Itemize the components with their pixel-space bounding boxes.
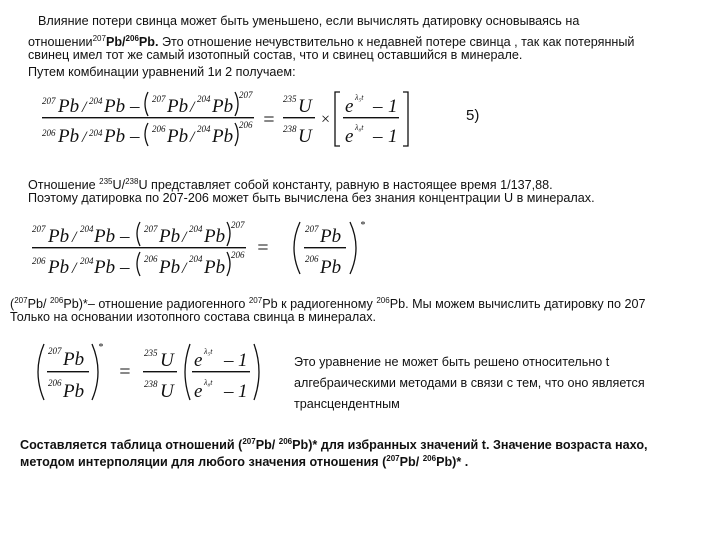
para1-line1: Влияние потери свинца может быть уменьшено, если вычислять датировку основываясь на xyxy=(38,14,580,28)
svg-text:/: / xyxy=(190,99,195,116)
svg-text:206: 206 xyxy=(48,378,62,388)
svg-text:e: e xyxy=(345,96,354,117)
svg-text:/: / xyxy=(82,129,87,146)
svg-text:1: 1 xyxy=(388,96,398,117)
svg-text:Pb: Pb xyxy=(167,126,189,147)
svg-text:Pb: Pb xyxy=(48,257,70,278)
svg-text:206: 206 xyxy=(231,250,245,260)
svg-text:Pb: Pb xyxy=(104,96,126,117)
equation-6 xyxy=(30,218,370,278)
equation-5-label: 5) xyxy=(466,107,480,124)
svg-text:204: 204 xyxy=(80,224,94,234)
svg-text:–: – xyxy=(120,257,130,278)
svg-text:Pb: Pb xyxy=(104,126,126,147)
svg-text:Pb: Pb xyxy=(212,96,234,117)
svg-text:207: 207 xyxy=(32,224,46,234)
svg-text:207: 207 xyxy=(42,96,56,106)
svg-text:U: U xyxy=(298,126,312,147)
svg-text:206: 206 xyxy=(305,254,319,264)
svg-text:–: – xyxy=(130,96,140,117)
svg-text:/: / xyxy=(72,260,77,277)
para5-line1: Составляется таблица отношений ($^{207}$Pb/ $^{206}$Pb)* для избранных значений t. Значение возраста нахо, xyxy=(20,437,648,452)
svg-text:/: / xyxy=(82,99,87,116)
svg-text:Pb: Pb xyxy=(159,226,181,247)
svg-text:λ₈t: λ₈t xyxy=(355,123,364,132)
svg-text:207: 207 xyxy=(231,220,245,230)
svg-text:λ₅t: λ₅t xyxy=(204,347,213,356)
svg-text:–: – xyxy=(373,126,383,147)
svg-text:206: 206 xyxy=(32,256,46,266)
svg-text:U: U xyxy=(298,96,312,117)
svg-text:206: 206 xyxy=(239,120,253,130)
equation-5 xyxy=(40,86,410,148)
equation-7-graphic xyxy=(32,340,277,406)
svg-text:/: / xyxy=(182,229,187,246)
svg-text:Pb: Pb xyxy=(320,257,342,278)
svg-text:Pb: Pb xyxy=(48,226,70,247)
svg-text:λ₈t: λ₈t xyxy=(204,378,213,387)
para2-line1: Отношение $^{235}$U/$^{238}$U представляет собой константу, равную в настоящее время 1/137,88. xyxy=(28,177,553,192)
svg-text:e: e xyxy=(194,350,203,371)
svg-text:207: 207 xyxy=(144,224,158,234)
svg-text:207: 207 xyxy=(48,346,62,356)
svg-text:238: 238 xyxy=(283,124,297,134)
svg-text:=: = xyxy=(262,109,276,131)
svg-text:Pb: Pb xyxy=(58,96,80,117)
svg-text:λ₅t: λ₅t xyxy=(355,93,364,102)
svg-text:e: e xyxy=(345,126,354,147)
svg-text:204: 204 xyxy=(80,256,94,266)
svg-text:Pb: Pb xyxy=(58,126,80,147)
svg-text:–: – xyxy=(373,96,383,117)
svg-text:204: 204 xyxy=(189,224,203,234)
svg-text:206: 206 xyxy=(144,254,158,264)
svg-text:*: * xyxy=(98,342,103,353)
svg-text:/: / xyxy=(182,260,187,277)
svg-text:207: 207 xyxy=(152,94,166,104)
para2-line2: Поэтому датировка по 207-206 может быть вычислена без знания концентрации U в минералах. xyxy=(28,191,595,205)
svg-text:*: * xyxy=(360,220,365,231)
svg-text:–: – xyxy=(130,126,140,147)
svg-text:Pb: Pb xyxy=(159,257,181,278)
svg-text:–: – xyxy=(224,350,234,371)
equation-7 xyxy=(32,340,277,406)
svg-text:1: 1 xyxy=(388,126,398,147)
svg-text:204: 204 xyxy=(197,94,211,104)
svg-text:206: 206 xyxy=(42,128,56,138)
para4-line2: алгебраическими методами в связи с тем, что оно является xyxy=(294,376,645,390)
svg-text:235: 235 xyxy=(144,348,158,358)
svg-text:=: = xyxy=(118,361,132,383)
para3-line2: Только на основании изотопного состава свинца в минералах. xyxy=(10,310,377,324)
svg-text:Pb: Pb xyxy=(320,226,342,247)
para1-line4: Путем комбинации уравнений 1и 2 получаем: xyxy=(28,65,296,79)
svg-text:207: 207 xyxy=(239,90,253,100)
svg-text:207: 207 xyxy=(305,224,319,234)
svg-text:/: / xyxy=(190,129,195,146)
svg-text:e: e xyxy=(194,381,203,402)
svg-text:204: 204 xyxy=(197,124,211,134)
svg-text:Pb: Pb xyxy=(167,96,189,117)
svg-text:Pb: Pb xyxy=(212,126,234,147)
equation-6-graphic xyxy=(30,218,370,278)
svg-text:U: U xyxy=(160,350,174,371)
svg-text:Pb: Pb xyxy=(63,349,85,370)
svg-text:206: 206 xyxy=(152,124,166,134)
svg-text:204: 204 xyxy=(89,128,103,138)
svg-text:1: 1 xyxy=(238,350,248,371)
svg-text:=: = xyxy=(256,237,270,259)
para3-line1: ($^{207}$Pb/ $^{206}$Pb)*– отношение радиогенного $^{207}$Pb к радиогенному $^{206}$Pb. Мы можем вычислить датировку по 207 xyxy=(10,296,646,311)
svg-text:Pb: Pb xyxy=(204,226,226,247)
para5-line2: методом интерполяции для любого значения отношения ($^{207}$Pb/ $^{206}$Pb)* . xyxy=(20,454,469,469)
svg-text:204: 204 xyxy=(89,96,103,106)
svg-text:–: – xyxy=(224,381,234,402)
svg-text:Pb: Pb xyxy=(63,381,85,402)
svg-text:238: 238 xyxy=(144,379,158,389)
svg-text:Pb: Pb xyxy=(204,257,226,278)
equation-5-graphic xyxy=(40,86,410,148)
svg-text:/: / xyxy=(72,229,77,246)
svg-text:Pb: Pb xyxy=(94,257,116,278)
svg-text:U: U xyxy=(160,381,174,402)
svg-text:–: – xyxy=(120,226,130,247)
svg-text:×: × xyxy=(320,111,331,128)
svg-text:1: 1 xyxy=(238,381,248,402)
para4-line1: Это уравнение не может быть решено относительно t xyxy=(294,355,610,369)
svg-text:204: 204 xyxy=(189,254,203,264)
svg-text:Pb: Pb xyxy=(94,226,116,247)
para1-line2: отношении$^{207}$Pb/$^{206}$Pb. Это отношение нечувствительно к недавней потере свинца , так как потерянный xyxy=(28,34,635,49)
svg-text:235: 235 xyxy=(283,94,297,104)
para4-line3: трансцендентным xyxy=(294,397,400,411)
para1-line3: свинец имел тот же самый изотопный состав, что и свинец оставшийся в минерале. xyxy=(28,48,523,62)
